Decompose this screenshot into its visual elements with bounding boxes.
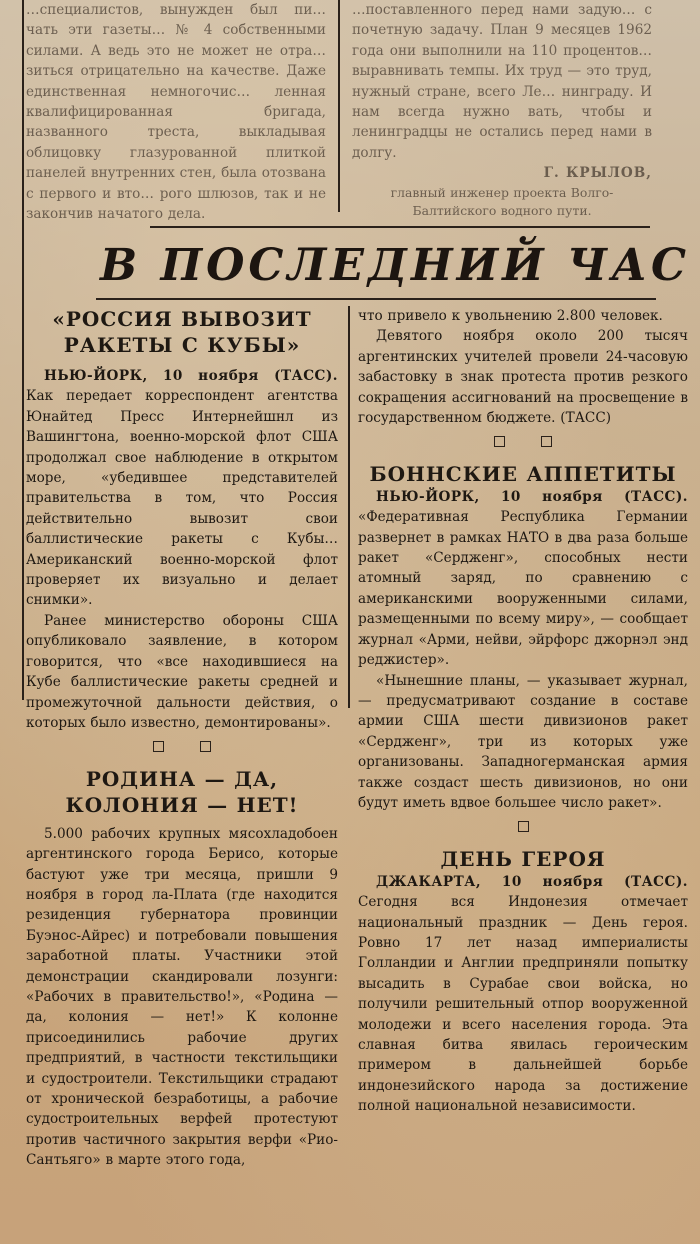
dateline-jakarta: ДЖАКАРТА, 10 ноября (ТАСС). — [376, 873, 688, 890]
article2-paragraph1: 5.000 рабочих крупных мясохладобоен аргентинского города Берисо, которые бастуют уже три месяца, пришли 9 ноября в город ла-Плата (где находится резиденция губернатора провинции Буэнос-Айрес) и потребовали повышения заработной платы. Участники этой демонстрации скандировали лозунги: «Рабочих в правительство!», «Родина — да, колония — нет!» К колонне присоединились рабочие других предприятий, в частности текстильщики и судостроители. Текстильщики страдают от хронической безработицы, а рабочие судостроительных верфей протестуют против частичного закрытия верфи «Рио-Сантьяго» в марте этого года, — [26, 825, 338, 1169]
headline-russia: «РОССИЯ ВЫВОЗИТ — [52, 307, 312, 331]
square-icon — [541, 436, 552, 447]
article4-paragraph1: Сегодня вся Индонезия отмечает национальный праздник — День героя. Ровно 17 лет назад империалисты Голландии и Англии предприняли попытку высадить в Сурабае свои войска, но получили решительный отпор вооруженной молодежи и всего населения города. Эта славная битва явилась героическим примером в дальнейшей борьбе индонезийского народа за достижение полной национальной независимости. — [358, 894, 688, 1115]
top-section-rule — [150, 226, 650, 228]
prev-article-right — [352, 0, 652, 218]
article2-paragraph2: Девятого ноября около 200 тысяч аргентинских учителей провели 24-часовую забастовку в знак протеста против резкого сокращения ассигнований на просвещение в государственном бюджете. (ТАСС) — [358, 328, 688, 427]
article3-paragraph1: «Федеративная Республика Германии развернет в рамках НАТО в два раза больше ракет «Сердженг», способных нести атомный заряд, по сравнению с американскими вооруженными силами, размещенными по всему миру», — сообщает журнал «Арми, нейви, эйрфорс джорнэл энд реджистер». — [358, 509, 688, 669]
top-column-divider — [338, 0, 340, 212]
square-icon — [518, 821, 529, 832]
headline-bonn: БОННСКИЕ АППЕТИТЫ — [369, 461, 677, 486]
separator-1 — [26, 739, 338, 759]
banner-rule — [96, 298, 656, 300]
article3-paragraph2: «Нынешние планы, — указывает журнал, — предусматривают создание в составе армии США шести дивизионов ракет «Сердженг», три из которых уже организованы. Западногерманская армия также создаст шесть дивизионов, но они будут иметь вдвое большее число ракет». — [358, 672, 688, 811]
square-icon — [153, 741, 164, 752]
headline-russia-2: РАКЕТЫ С КУБЫ» — [63, 333, 301, 357]
separator-3 — [358, 819, 688, 839]
separator-2 — [358, 434, 688, 454]
left-column — [26, 306, 338, 1216]
dateline-new-york: НЬЮ-ЙОРК, 10 ноября (ТАСС). — [44, 368, 338, 384]
article1-paragraph2: Ранее министерство обороны США опубликовало заявление, в котором говорится, что «все находившиеся на Кубе баллистические ракеты средней и промежуточной дальности действия, о которых было известно, демонтированы». — [26, 612, 338, 731]
left-margin-rule — [22, 0, 24, 700]
prev-article-left — [26, 0, 326, 223]
square-icon — [494, 436, 505, 447]
headline-hero-day: ДЕНЬ ГЕРОЯ — [440, 846, 606, 871]
article1-paragraph1: Как передает корреспондент агентства Юнайтед Пресс Интернейшнл из Вашингтона, военно-морской флот США продолжал свое наблюдение в открытом море, «убедившее представителей правительства в том, что Россия действительно вывозит свои баллистические ракеты с Кубы… Американский военно-морской флот проверяет их визуально и делает снимки». — [26, 388, 338, 609]
square-icon — [200, 741, 211, 752]
middle-column-divider — [348, 306, 350, 708]
prev-article-signature: Г. КРЫЛОВ, — [543, 165, 652, 182]
headline-rodina: РОДИНА — ДА, — [85, 766, 279, 791]
dateline-new-york-2: НЬЮ-ЙОРК, 10 ноября (ТАСС). — [376, 488, 688, 505]
section-banner: В ПОСЛЕДНИЙ ЧАС — [100, 240, 691, 291]
right-column — [358, 306, 688, 1115]
headline-rodina-2: КОЛОНИЯ — НЕТ! — [65, 792, 299, 817]
prev-article-left-text: …специалистов, вынужден был пи… чать эти газеты… № 4 собственными силами. А ведь это не может не отра… зиться отрицательно на качестве. Даже единственная немногочис… ленная квалифицированная бригада, названного треста, выкладывая облицовку глазурованной плиткой панелей внутренних стен, была отозвана с первого и вто… рого шлюзов, так и не закончив начатого дела. — [26, 2, 326, 223]
article2-continuation: что привело к увольнению 2.800 человек. — [358, 308, 663, 324]
prev-article-right-text: …поставленного перед нами задую… с почетную задачу. План 9 месяцев 1962 года они выполнили на 110 процентов… выравнивать темпы. Их труд — это труд, нужный стране, всего Ле… нинграду. И нам всегда нужно вать, чтобы и ленинградцы не остались перед нами в долгу. — [352, 2, 652, 161]
prev-article-signature-position: главный инженер проекта Волго-Балтийского водного пути. — [390, 184, 614, 218]
